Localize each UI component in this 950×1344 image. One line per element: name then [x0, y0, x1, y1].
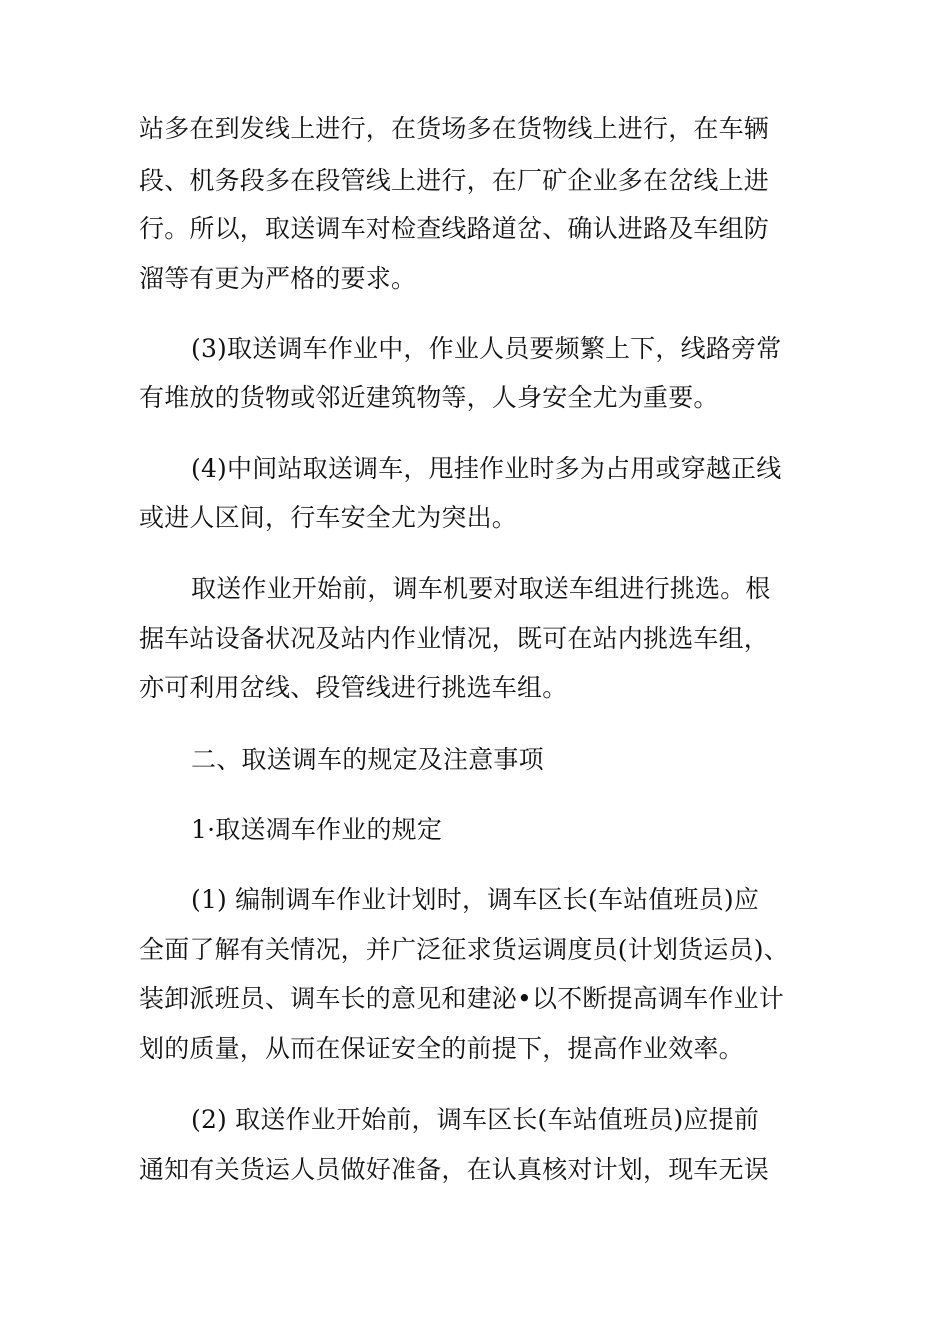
paragraph-line: 通知有关货运人员做好准备，在认真核对计划，现车无误: [139, 1155, 770, 1184]
paragraph-line: 装卸派班员、调车长的意见和建泌•以不断提高调车作业计: [139, 984, 784, 1013]
paragraph-line: 溜等有更为严格的要求。: [139, 264, 417, 293]
paragraph-line: 有堆放的货物或邻近建筑物等，人身安全尤为重要。: [139, 383, 719, 412]
section-heading: 二、取送调车的规定及注意事项: [191, 745, 544, 774]
paragraph-line: 站多在到发线上进行，在货场多在货物线上进行，在车辆: [139, 114, 770, 143]
paragraph-line: (2) 取送作业开始前，调车区长(车站值班员)应提前: [191, 1105, 760, 1134]
paragraph-line: 段、机务段多在段管线上进行，在厂矿企业多在岔线上进: [139, 166, 770, 195]
paragraph-line: 据车站设备状况及站内作业情况，既可在站内挑选车组，: [139, 624, 770, 653]
paragraph-line: (3)取送调车作业中，作业人员要频繁上下，线路旁常: [191, 334, 782, 363]
paragraph-line: 划的质量，从而在保证安全的前提下，提高作业效率。: [139, 1034, 744, 1063]
paragraph-line: 全面了解有关情况，并广泛征求货运调度员(计划货运员)、: [139, 935, 789, 964]
paragraph-line: 行。所以，取送调车对检查线路道岔、确认进路及车组防: [139, 214, 770, 243]
paragraph-line: 或进人区间，行车安全尤为突出。: [139, 503, 518, 532]
subsection-heading: 1·取送凋车作业的规定: [191, 815, 443, 844]
paragraph-line: 亦可利用岔线、段管线进行挑选车组。: [139, 673, 568, 702]
paragraph-line: (4)中间站取送调车，甩挂作业时多为占用或穿越正线: [191, 454, 782, 483]
paragraph-line: 取送作业开始前，调车机要对取送车组进行挑选。根: [191, 574, 771, 603]
paragraph-line: (1) 编制调车作业计划时，调车区长(车站值班员)应: [191, 885, 760, 914]
